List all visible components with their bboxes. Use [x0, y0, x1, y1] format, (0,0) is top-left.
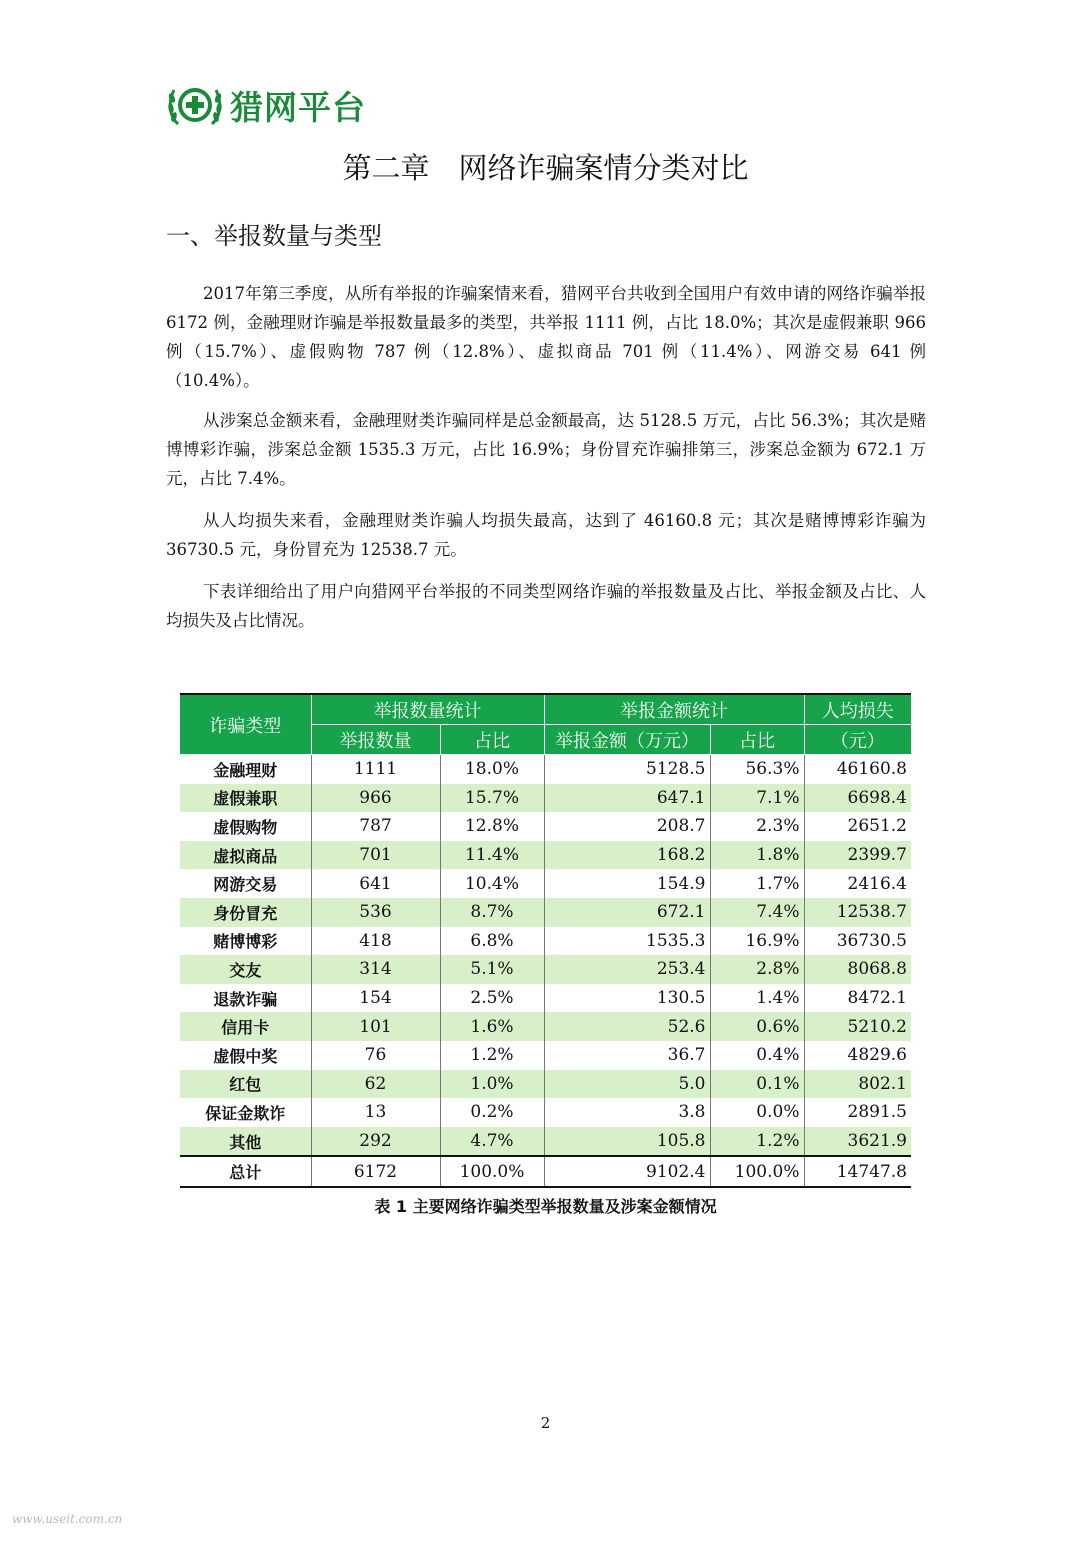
- cell-count: 966: [311, 784, 440, 813]
- cell-count: 787: [311, 812, 440, 841]
- cell-count-pct: 6.8%: [440, 927, 544, 956]
- cell-per-capita: 6698.4: [804, 784, 911, 813]
- cell-type: 虚假兼职: [180, 784, 311, 813]
- cell-amount-pct: 56.3%: [710, 755, 804, 784]
- cell-per-capita: 36730.5: [804, 927, 911, 956]
- cell-count: 314: [311, 955, 440, 984]
- cell-per-capita: 8472.1: [804, 984, 911, 1013]
- logo-emblem-icon: [166, 80, 224, 130]
- header-count: 举报数量: [311, 725, 440, 755]
- paragraph-4: 下表详细给出了用户向猎网平台举报的不同类型网络诈骗的举报数量及占比、举报金额及占比、人均损失及占比情况。: [166, 582, 926, 630]
- cell-per-capita: 802.1: [804, 1070, 911, 1099]
- cell-amount-pct: 0.0%: [710, 1098, 804, 1127]
- cell-per-capita: 5210.2: [804, 1012, 911, 1041]
- cell-amount: 5.0: [544, 1070, 710, 1099]
- cell-amount-pct: 0.4%: [710, 1041, 804, 1070]
- header-amount-group: 举报金额统计: [544, 694, 804, 725]
- cell-amount-pct: 1.8%: [710, 841, 804, 870]
- table-row: [180, 1012, 911, 1041]
- cell-amount: 3.8: [544, 1098, 710, 1127]
- table-row: [180, 1127, 911, 1157]
- cell-amount: 130.5: [544, 984, 710, 1013]
- table-row: [180, 984, 911, 1013]
- header-count-group: 举报数量统计: [311, 694, 544, 725]
- cell-count: 1111: [311, 755, 440, 784]
- cell-amount-pct: 7.1%: [710, 784, 804, 813]
- cell-type: 虚假购物: [213, 817, 278, 837]
- table-row: [180, 955, 911, 984]
- cell-count-pct: 1.0%: [440, 1070, 544, 1099]
- table-row: [180, 755, 911, 784]
- cell-count-pct: 0.2%: [440, 1098, 544, 1127]
- table-row: [180, 784, 911, 813]
- cell-count: 292: [311, 1127, 440, 1157]
- cell-count-pct: 2.5%: [440, 984, 544, 1013]
- cell-count-pct: 12.8%: [440, 812, 544, 841]
- cell-per-capita: 12538.7: [804, 898, 911, 927]
- section-title: 一、举报数量与类型: [166, 222, 382, 250]
- cell-count-pct: 1.6%: [440, 1012, 544, 1041]
- paragraph-2: 从涉案总金额来看，金融理财类诈骗同样是总金额最高，达 5128.5 万元，占比 56.3%；其次是赌博博彩诈骗，涉案总金额 1535.3 万元，占比 16.9%；身份冒充诈骗排第三，涉案总金额为 672.1 万元，占比 7.4%。: [166, 411, 926, 488]
- cell-count-pct: 8.7%: [440, 898, 544, 927]
- cell-type: 虚假中奖: [213, 1046, 278, 1066]
- paragraph-3: 从人均损失来看，金融理财类诈骗人均损失最高，达到了 46160.8 元；其次是赌博博彩诈骗为 36730.5 元，身份冒充为 12538.7 元。: [166, 511, 926, 559]
- cell-type: 网游交易: [213, 875, 278, 895]
- cell-amount-pct: 100.0%: [710, 1156, 804, 1187]
- page-number: 2: [540, 1414, 551, 1432]
- cell-amount: 154.9: [544, 869, 710, 898]
- table-total-row: [180, 1156, 911, 1187]
- header-amount: 举报金额（万元）: [544, 725, 710, 755]
- cell-per-capita: 3621.9: [804, 1127, 911, 1157]
- logo: [166, 80, 366, 130]
- cell-amount-pct: 0.1%: [710, 1070, 804, 1099]
- header-per-capita-unit: （元）: [804, 725, 911, 755]
- cell-count-pct: 4.7%: [440, 1127, 544, 1157]
- cell-type: 赌博博彩: [213, 932, 278, 952]
- cell-amount: 168.2: [544, 841, 710, 870]
- cell-type: 交友: [180, 955, 311, 984]
- cell-type: 红包: [180, 1070, 311, 1099]
- cell-count-pct: 10.4%: [440, 869, 544, 898]
- cell-amount: 5128.5: [544, 755, 710, 784]
- cell-amount-pct: 0.6%: [710, 1012, 804, 1041]
- cell-amount: 647.1: [544, 784, 710, 813]
- cell-amount: 36.7: [544, 1041, 710, 1070]
- header-per-capita: 人均损失: [804, 694, 911, 725]
- cell-amount-pct: 1.7%: [710, 869, 804, 898]
- chapter-title: 第二章 网络诈骗案情分类对比: [342, 151, 749, 185]
- cell-amount: 253.4: [544, 955, 710, 984]
- cell-per-capita: 2651.2: [804, 812, 911, 841]
- header-amount-pct: 占比: [710, 725, 804, 755]
- table-row: [180, 869, 911, 898]
- cell-count-pct: 5.1%: [440, 955, 544, 984]
- cell-per-capita: 4829.6: [804, 1041, 911, 1070]
- logo-text: 猎网平台: [230, 87, 366, 127]
- table-row: [180, 841, 911, 870]
- cell-amount: 1535.3: [544, 927, 710, 956]
- cell-count: 76: [311, 1041, 440, 1070]
- cell-amount-pct: 1.2%: [710, 1127, 804, 1157]
- cell-amount-pct: 1.4%: [710, 984, 804, 1013]
- cell-count-pct: 1.2%: [440, 1041, 544, 1070]
- table-row: [180, 1070, 911, 1099]
- table-body: [180, 755, 911, 1188]
- cell-count: 701: [311, 841, 440, 870]
- table-row: [180, 898, 911, 927]
- table-row: [180, 1098, 911, 1127]
- cell-type: 总计: [180, 1156, 311, 1187]
- header-count-pct: 占比: [440, 725, 544, 755]
- cell-count: 418: [311, 927, 440, 956]
- cell-amount: 52.6: [544, 1012, 710, 1041]
- fraud-stats-table: [180, 693, 911, 1188]
- table-caption: 表 1 主要网络诈骗类型举报数量及涉案金额情况: [374, 1197, 717, 1216]
- cell-amount-pct: 2.3%: [710, 812, 804, 841]
- cell-type: 金融理财: [213, 760, 278, 780]
- cell-amount: 672.1: [544, 898, 710, 927]
- cell-per-capita: 2891.5: [804, 1098, 911, 1127]
- cell-count: 154: [311, 984, 440, 1013]
- paragraph-1: 2017年第三季度，从所有举报的诈骗案情来看，猎网平台共收到全国用户有效申请的网络诈骗举报 6172 例，金融理财诈骗是举报数量最多的类型，共举报 1111 例，占比 18.0%；其次是虚假兼职 966 例（15.7%）、虚假购物 787 例（12.8%）、虚拟商品 701 例（11.4%）、网游交易 641 例（10.4%）。: [166, 284, 926, 390]
- cell-amount-pct: 7.4%: [710, 898, 804, 927]
- cell-type: 其他: [180, 1127, 311, 1157]
- cell-count-pct: 15.7%: [440, 784, 544, 813]
- cell-type: 退款诈骗: [213, 989, 278, 1009]
- cell-count: 536: [311, 898, 440, 927]
- cell-count-pct: 11.4%: [440, 841, 544, 870]
- table-row: [180, 927, 911, 956]
- cell-count: 641: [311, 869, 440, 898]
- cell-count-pct: 100.0%: [440, 1156, 544, 1187]
- cell-count: 101: [311, 1012, 440, 1041]
- cell-type: 虚拟商品: [180, 841, 311, 870]
- cell-count-pct: 18.0%: [440, 755, 544, 784]
- cell-amount: 208.7: [544, 812, 710, 841]
- cell-per-capita: 14747.8: [804, 1156, 911, 1187]
- cell-count: 6172: [311, 1156, 440, 1187]
- cell-type: 信用卡: [180, 1012, 311, 1041]
- cell-count: 13: [311, 1098, 440, 1127]
- table-row: [180, 812, 911, 841]
- table-row: [180, 1041, 911, 1070]
- cell-per-capita: 8068.8: [804, 955, 911, 984]
- cell-amount-pct: 16.9%: [710, 927, 804, 956]
- cell-amount-pct: 2.8%: [710, 955, 804, 984]
- cell-amount: 9102.4: [544, 1156, 710, 1187]
- cell-amount: 105.8: [544, 1127, 710, 1157]
- cell-count: 62: [311, 1070, 440, 1099]
- cell-per-capita: 46160.8: [804, 755, 911, 784]
- cell-type: 身份冒充: [180, 898, 311, 927]
- cell-per-capita: 2416.4: [804, 869, 911, 898]
- cell-per-capita: 2399.7: [804, 841, 911, 870]
- watermark: www.useit.com.cn: [12, 1512, 123, 1526]
- header-fraud-type: 诈骗类型: [180, 694, 311, 755]
- cell-type: 保证金欺诈: [205, 1103, 286, 1123]
